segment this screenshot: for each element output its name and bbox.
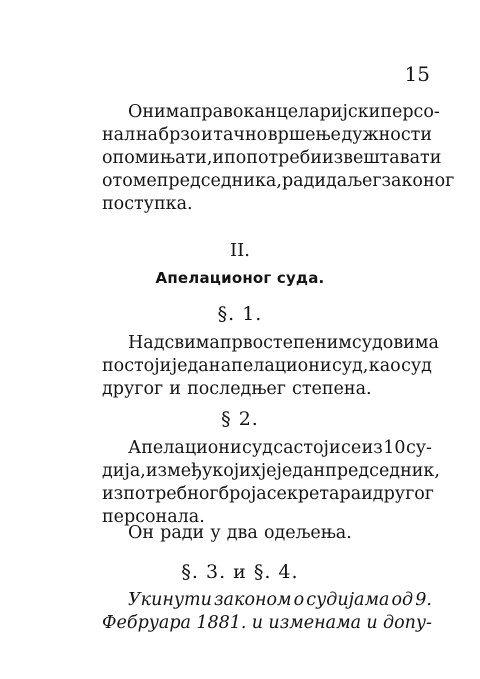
word: из — [361, 438, 383, 458]
paragraph-sec-1 — [102, 332, 439, 401]
word: одељења. — [263, 523, 352, 543]
word: вршење — [267, 125, 341, 145]
word: из — [102, 484, 124, 504]
word: 9. — [415, 590, 432, 610]
word: суд, — [331, 356, 369, 376]
word: канцеларијски — [243, 102, 381, 122]
word: постоји — [102, 356, 172, 376]
word: дужности — [341, 125, 432, 145]
word: ради — [160, 523, 205, 543]
paragraph-heading-2: § 2. — [221, 408, 259, 430]
text-line — [102, 437, 432, 460]
word: председника, — [156, 171, 282, 191]
word: и — [251, 613, 264, 633]
word: свима — [164, 333, 220, 353]
word: персо- — [380, 102, 440, 122]
word: броја — [218, 484, 267, 504]
word: брзо — [158, 125, 201, 145]
paragraph-sec-2-extra — [102, 522, 432, 545]
word: персонала. — [102, 507, 205, 527]
word: право — [189, 102, 244, 122]
paragraph-sec-2 — [102, 437, 440, 529]
word: првостепеним — [219, 333, 352, 353]
word: Он — [128, 523, 155, 543]
word: другог — [372, 484, 434, 504]
word: законог — [381, 171, 455, 191]
word: Над — [128, 333, 165, 353]
word: на — [135, 125, 158, 145]
text-line — [102, 460, 440, 483]
word: Фебруара — [102, 613, 191, 633]
text-line — [102, 170, 455, 193]
word: дија, — [102, 461, 146, 481]
word: Укинути — [128, 590, 212, 610]
page-number: 15 — [404, 62, 430, 86]
section-number: II. — [230, 240, 250, 261]
word: председник, — [325, 461, 440, 481]
word: секретара — [266, 484, 362, 504]
paragraph-heading-3-4: §. 3. и §. 4. — [181, 561, 299, 583]
word: судовима — [351, 333, 439, 353]
word: од — [391, 590, 414, 610]
word: тачно — [213, 125, 268, 145]
word: 10 — [383, 438, 406, 458]
word: састоји — [273, 438, 341, 458]
word: апелациони — [220, 356, 332, 376]
word: 1881. — [196, 613, 247, 633]
word: Он — [128, 102, 155, 122]
word: има — [154, 102, 190, 122]
word: допу- — [382, 613, 432, 633]
word: другог — [102, 379, 164, 399]
text-line — [102, 147, 442, 170]
section-title: Апелационог суда. — [155, 269, 325, 287]
word: степена. — [292, 379, 372, 399]
word: суд — [401, 356, 432, 376]
word: извештавати — [321, 148, 442, 168]
word: и — [361, 484, 373, 504]
word: између — [145, 461, 213, 481]
word: и — [169, 379, 181, 399]
word: судијама — [306, 590, 390, 610]
word: су- — [405, 438, 432, 458]
word: којих — [212, 461, 261, 481]
word: је — [260, 461, 277, 481]
paragraph-heading-1: §. 1. — [217, 303, 263, 325]
word: суд — [242, 438, 273, 458]
word: по — [224, 148, 247, 168]
word: два — [226, 523, 258, 543]
word: о — [102, 171, 113, 191]
word: Апелациони — [128, 438, 242, 458]
word: последњег — [187, 379, 286, 399]
word: даљег — [326, 171, 382, 191]
text-line — [102, 522, 432, 545]
word: се — [341, 438, 362, 458]
word: нал — [102, 125, 136, 145]
word: ради — [281, 171, 327, 191]
text-line — [102, 193, 432, 216]
word: опомињати, — [102, 148, 213, 168]
word: поступка. — [102, 194, 193, 214]
word: као — [368, 356, 401, 376]
text-line — [102, 612, 432, 635]
text-line — [102, 483, 432, 506]
word: један — [171, 356, 221, 376]
text-line — [102, 378, 432, 401]
word: потребног — [123, 484, 219, 504]
paragraph-1 — [102, 101, 455, 216]
word: један — [276, 461, 326, 481]
word: о — [293, 590, 305, 610]
word: и — [366, 613, 378, 633]
text-line — [102, 124, 432, 147]
word: законом — [214, 590, 292, 610]
text-line — [102, 589, 432, 612]
word: томе — [112, 171, 157, 191]
word: и — [212, 148, 225, 168]
word: у — [210, 523, 221, 543]
word: и — [200, 125, 213, 145]
word: потреби — [246, 148, 322, 168]
word: изменама — [268, 613, 362, 633]
text-line — [102, 332, 439, 355]
paragraph-sec-3-4 — [102, 589, 432, 635]
text-line — [102, 101, 440, 124]
text-line — [102, 355, 432, 378]
